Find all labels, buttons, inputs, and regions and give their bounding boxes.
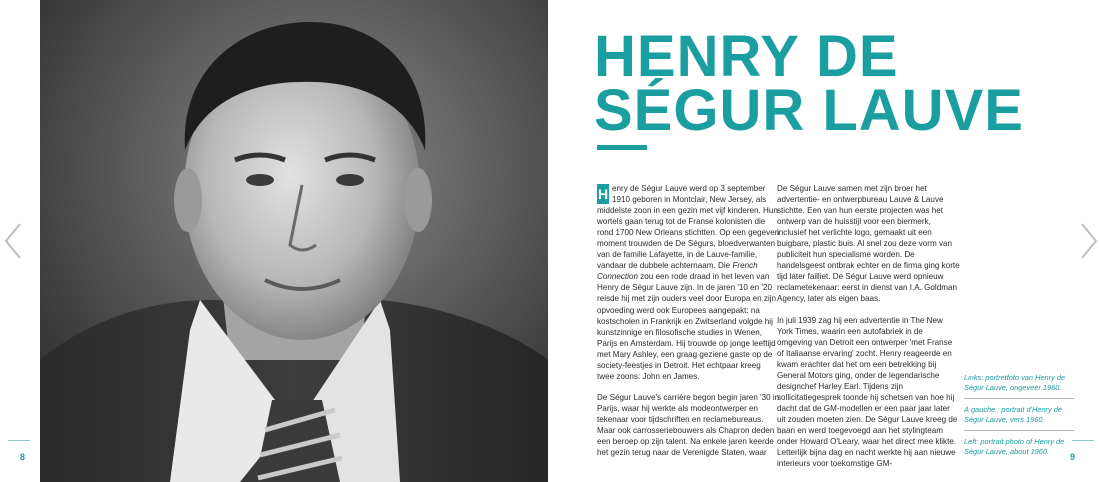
chevron-right-icon[interactable]	[1078, 222, 1100, 260]
paragraph-text: zou een rode draad in het leven van Henry de Ségur Lauve zijn. In de jaren '10 en '20 reisde hij met zijn ouders veel door Europa en zijn opvoeding werd ook Europees aangepakt: na kostscholen in Frankrijk en Zwitserland volgde hij kunstzinnige en filosofische studies in Wenen, Parijs en Amsterdam. Hij trouwde op jonge leeftijd met Mary Ashley, een graag geziene gaste op de society-feestjes in Detroit. Het echtpaar kreeg twee zoons: John en James.	[597, 272, 777, 381]
right-margin-rule	[1072, 440, 1094, 441]
body-column-1	[597, 183, 780, 468]
title-underline	[597, 145, 647, 150]
chevron-left-icon[interactable]	[2, 222, 24, 260]
paragraph-text: enry de Ségur Lauve werd op 3 september 1910 geboren in Montclair, New Jersey, als middelste zoon in een gezin met vijf kinderen. Hun wortels gaan terug tot de Franse kolonisten die rond 1700 New Orleans stichtten. Op een gegeven moment trouwden de De Ségurs, bloedverwanten van de familie Lafayette, in de Lauve-familie, vandaar de dubbele achternaam. Die	[597, 184, 780, 271]
paragraph: De Ségur Lauve's carrière begon begin jaren '30 in Parijs, waar hij werkte als modeontwerper en tekenaar voor tijdschriften en reclamebureaus. Maar ook carrosseriebouwers als Chapron deden een beroep op zijn talent. Na enkele jaren keerde het gezin terug naar de Verenigde Staten, waar	[597, 392, 780, 458]
portrait-photo	[40, 0, 548, 482]
caption-english: Left: portrait photo of Henry de Ségur Lauve, about 1960.	[964, 437, 1065, 456]
article-title	[594, 24, 1034, 143]
paragraph: De Ségur Lauve samen met zijn broer het advertentie- en ontwerpbureau Lauve & Lauve stichtte. Een van hun eerste projecten was het ontwerp van de huisstijl voor een biermerk, inclusief het verlichte logo, gemaakt uit een buigbare, plastic buis. Al snel zou deze vorm van publiciteit hun specialisme worden. De handelsgeest ontbrak echter en de firma ging korte tijd later failliet. De Ségur Lauve werd opnieuw reclametekenaar: eerst in dienst van I.A. Goldman Agency, later als eigen baas.	[777, 184, 960, 304]
page-number-left: 8	[20, 452, 26, 462]
drop-cap: H	[597, 186, 609, 202]
title-line-2: SÉGUR LAUVE	[594, 78, 1024, 143]
paragraph: In juli 1939 zag hij een advertentie in The New York Times, waarin een autofabriek in de omgeving van Detroit een ontwerper 'met Franse of Italiaanse ervaring' zocht. Henry reageerde en kwam erachter dat het om een betrekking bij General Motors ging, onder de legendarische designchef Harley Earl. Tijdens zijn sollicitatiegesprek toonde hij schetsen van hoe hij dacht dat de GM-modellen er een paar jaar later uit zouden moeten zien. De Ségur Lauve kreeg de baan en werd toegevoegd aan het stylingteam onder Howard O'Leary, waar het direct mee klikte. Letterlijk bijna dag en nacht werkte hij aan nieuwe interieurs voor toekomstige GM-	[777, 315, 958, 469]
caption-french: À gauche : portrait d'Henry de Ségur Lauve, vers 1960.	[964, 405, 1074, 431]
photo-captions	[964, 373, 1074, 469]
page-number-right: 9	[1070, 452, 1076, 462]
emphasis-text: French Connection	[597, 261, 758, 282]
left-margin-rule	[8, 440, 30, 441]
paragraph	[597, 183, 780, 382]
caption-dutch: Links: portretfoto van Henry de Ségur Lauve, ongeveer 1960.	[964, 373, 1074, 399]
body-column-2	[777, 183, 960, 479]
title-line-1: HENRY DE	[594, 24, 899, 89]
